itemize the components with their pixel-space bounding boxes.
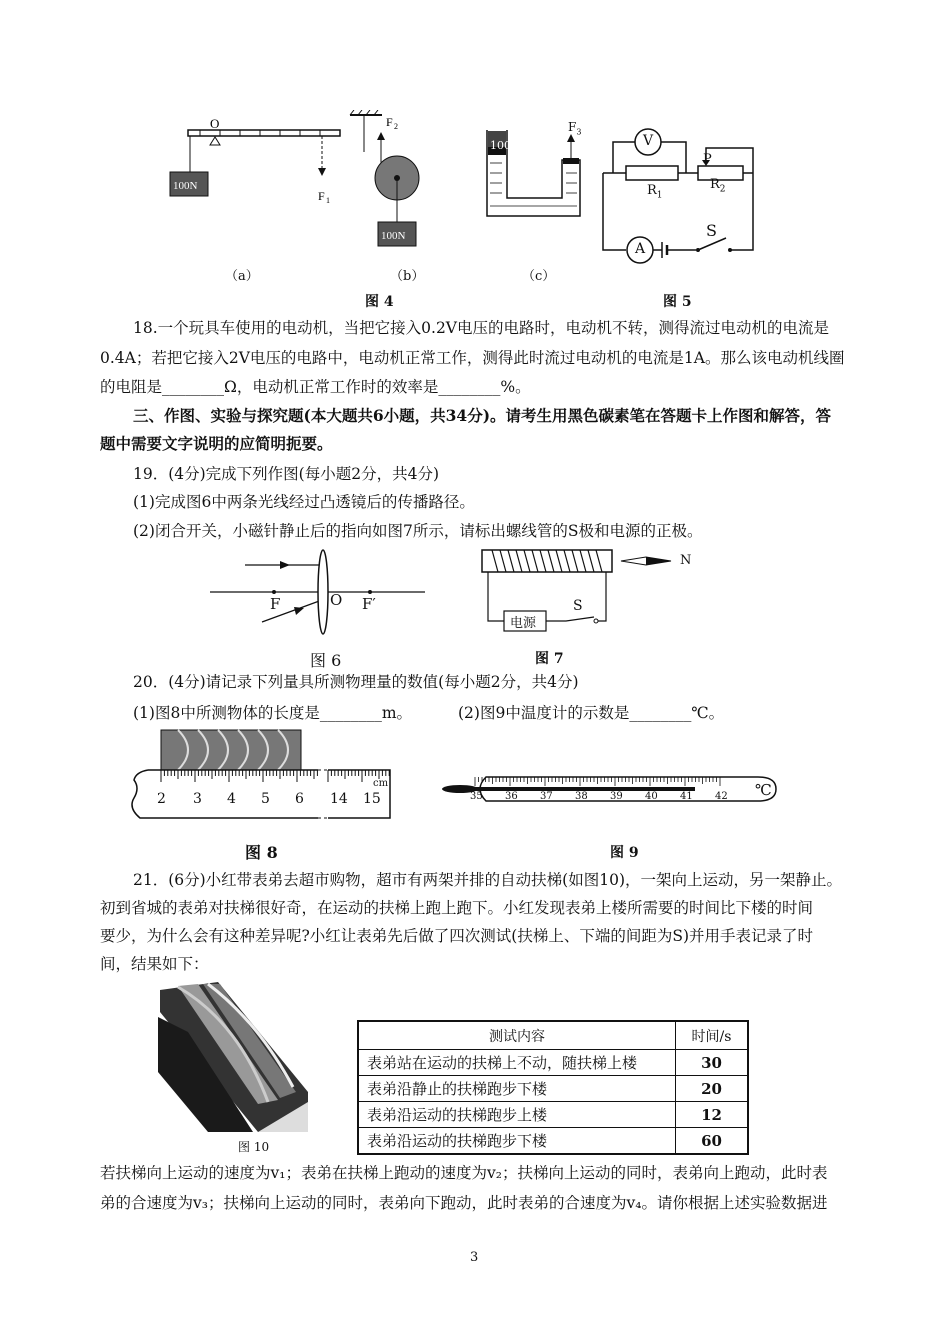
fig4-c-weight-label: 100N bbox=[490, 139, 521, 152]
q20-title: 20．(4分)请记录下列量具所测物理量的数值(每小题2分，共4分) bbox=[133, 673, 579, 691]
fig9-tick-35: 35 bbox=[470, 791, 483, 802]
fig4-b-pulley bbox=[350, 110, 419, 246]
fig9-unit: ℃ bbox=[755, 781, 772, 799]
fig7-north-label: N bbox=[680, 553, 692, 568]
q18-line3: 的电阻是________Ω，电动机正常工作时的效率是________%。 bbox=[100, 378, 531, 396]
fig4-a-weight-label: 100N bbox=[173, 180, 198, 192]
q20-part2: (2)图9中温度计的示数是________℃。 bbox=[458, 704, 725, 722]
q19-title: 19．(4分)完成下列作图(每小题2分，共4分) bbox=[133, 465, 439, 483]
fig4-a-force-sub: 1 bbox=[326, 196, 330, 205]
section3-heading-line1: 三、作图、实验与探究题(本大题共6小题，共34分)。请考生用黑色碳素笔在答题卡上作图和解答，答 bbox=[133, 406, 832, 425]
fig4-sub-c: （c） bbox=[522, 269, 556, 284]
fig8-tick-15: 15 bbox=[363, 791, 381, 807]
table-cell-content: 表弟沿运动的扶梯跑步下楼 bbox=[358, 1128, 676, 1155]
fig5-r1-sub: 1 bbox=[656, 190, 663, 201]
fig4-sub-a: （a） bbox=[225, 269, 259, 284]
q20-part1: (1)图8中所测物体的长度是________m。 bbox=[133, 704, 413, 722]
table-row bbox=[358, 1128, 748, 1155]
fig9-tick-42: 42 bbox=[715, 791, 728, 802]
q18-line2: 0.4A；若把它接入2V电压的电路中，电动机正常工作，测得此时流过电动机的电流是1A。那么该电动机线圈 bbox=[100, 349, 845, 367]
fig8-tick-6: 6 bbox=[295, 791, 304, 807]
fig7-caption: 图 7 bbox=[535, 651, 564, 667]
fig8-tick-3: 3 bbox=[193, 791, 202, 807]
fig8-tick-2: 2 bbox=[157, 791, 166, 807]
fig5-ammeter-label: A bbox=[635, 241, 646, 257]
fig8-caption: 图 8 bbox=[245, 843, 278, 862]
fig5-r2-sub: 2 bbox=[719, 184, 726, 195]
q21-line3: 要少，为什么会有这种差异呢?小红让表弟先后做了四次测试(扶梯上、下端的间距为S)并用手表记录了时 bbox=[100, 927, 814, 945]
figure-5 bbox=[598, 118, 758, 268]
fig8-unit: cm bbox=[373, 778, 389, 789]
table-cell-content: 表弟沿静止的扶梯跑步下楼 bbox=[358, 1076, 676, 1102]
fig4-b-weight-label: 100N bbox=[381, 230, 406, 242]
fig9-tick-37: 37 bbox=[540, 791, 553, 802]
fig5-r1-letter: R bbox=[647, 183, 657, 198]
fig8-tick-5: 5 bbox=[261, 791, 270, 807]
q21-line2: 初到省城的表弟对扶梯很好奇，在运动的扶梯上跑上跑下。小红发现表弟上楼所需要的时间比下楼的时间 bbox=[100, 899, 814, 917]
q21-line4: 间，结果如下： bbox=[100, 955, 209, 973]
fig5-slider-label: P bbox=[703, 152, 712, 167]
table-cell-time: 30 bbox=[676, 1050, 749, 1076]
fig6-focus-left: F bbox=[270, 595, 281, 613]
fig9-tick-41: 41 bbox=[680, 791, 693, 802]
fig4-c-force-sub: 3 bbox=[576, 127, 582, 137]
fig5-r2-letter: R bbox=[710, 177, 720, 192]
fig9-caption: 图 9 bbox=[610, 845, 639, 861]
fig9-tick-39: 39 bbox=[610, 791, 623, 802]
fig4-b-force-sub: 2 bbox=[394, 122, 398, 131]
fig4-a-force-label: F bbox=[318, 189, 325, 203]
figure-4 bbox=[160, 110, 460, 270]
fig9-tick-40: 40 bbox=[645, 791, 658, 802]
fig5-caption: 图 5 bbox=[663, 294, 692, 310]
fig4-sub-b: （b） bbox=[390, 269, 425, 284]
fig4-b-force-label: F bbox=[386, 115, 393, 129]
table-header-time: 时间/s bbox=[676, 1021, 749, 1050]
q19-part1: (1)完成图6中两条光线经过凸透镜后的传播路径。 bbox=[133, 493, 475, 511]
table-cell-time: 20 bbox=[676, 1076, 749, 1102]
fig4-c-force-letter: F bbox=[568, 120, 577, 134]
fig7-power-label: 电源 bbox=[510, 616, 537, 631]
fig5-r1-label bbox=[647, 183, 663, 201]
q18-line1: 18.一个玩具车使用的电动机，当把它接入0.2V电压的电路时，电动机不转，测得流过电动机的电流是 bbox=[133, 319, 829, 337]
q21-line1: 21．(6分)小红带表弟去超市购物，超市有两架并排的自动扶梯(如图10)，一架向上运动，另一架静止。 bbox=[133, 871, 842, 889]
table-cell-content: 表弟沿运动的扶梯跑步上楼 bbox=[358, 1102, 676, 1128]
fig4-c-force-label bbox=[568, 120, 581, 136]
table-header-content: 测试内容 bbox=[358, 1021, 676, 1050]
page-number: 3 bbox=[470, 1250, 479, 1265]
figure-8 bbox=[128, 728, 398, 823]
fig6-caption: 图 6 bbox=[310, 651, 342, 670]
section3-heading-line2: 题中需要文字说明的应简明扼要。 bbox=[100, 434, 333, 453]
table-row bbox=[358, 1102, 748, 1128]
table-cell-time: 12 bbox=[676, 1102, 749, 1128]
fig9-tick-38: 38 bbox=[575, 791, 588, 802]
fig5-switch-label: S bbox=[706, 221, 717, 240]
table-header-row bbox=[358, 1021, 748, 1050]
fig8-tick-14: 14 bbox=[330, 791, 348, 807]
fig5-r2-label bbox=[710, 177, 726, 195]
fig4-a-pivot-label: O bbox=[210, 116, 220, 131]
table-cell-content: 表弟站在运动的扶梯上不动，随扶梯上楼 bbox=[358, 1050, 676, 1076]
fig5-voltmeter-label: V bbox=[643, 133, 654, 149]
table-row bbox=[358, 1050, 748, 1076]
fig8-tick-4: 4 bbox=[227, 791, 236, 807]
fig7-switch-label: S bbox=[573, 598, 583, 614]
q19-part2: (2)闭合开关，小磁针静止后的指向如图7所示，请标出螺线管的S极和电源的正极。 bbox=[133, 522, 703, 540]
table-cell-time: 60 bbox=[676, 1128, 749, 1155]
fig4-caption: 图 4 bbox=[365, 294, 394, 310]
test-results-table bbox=[357, 1020, 749, 1155]
table-row bbox=[358, 1076, 748, 1102]
fig6-focus-right: F′ bbox=[362, 595, 376, 613]
fig10-caption: 图 10 bbox=[238, 1140, 270, 1154]
bottom-line1: 若扶梯向上运动的速度为v₁；表弟在扶梯上跑动的速度为v₂；扶梯向上运动的同时，表弟向上跑动，此时表 bbox=[100, 1164, 828, 1182]
figure-6 bbox=[210, 545, 425, 635]
fig9-tick-36: 36 bbox=[505, 791, 518, 802]
fig6-optical-center: O bbox=[330, 591, 343, 609]
figure-10-escalator bbox=[158, 982, 308, 1132]
bottom-line2: 弟的合速度为v₃；扶梯向上运动的同时，表弟向下跑动，此时表弟的合速度为v₄。请你根据上述实验数据进 bbox=[100, 1194, 828, 1212]
